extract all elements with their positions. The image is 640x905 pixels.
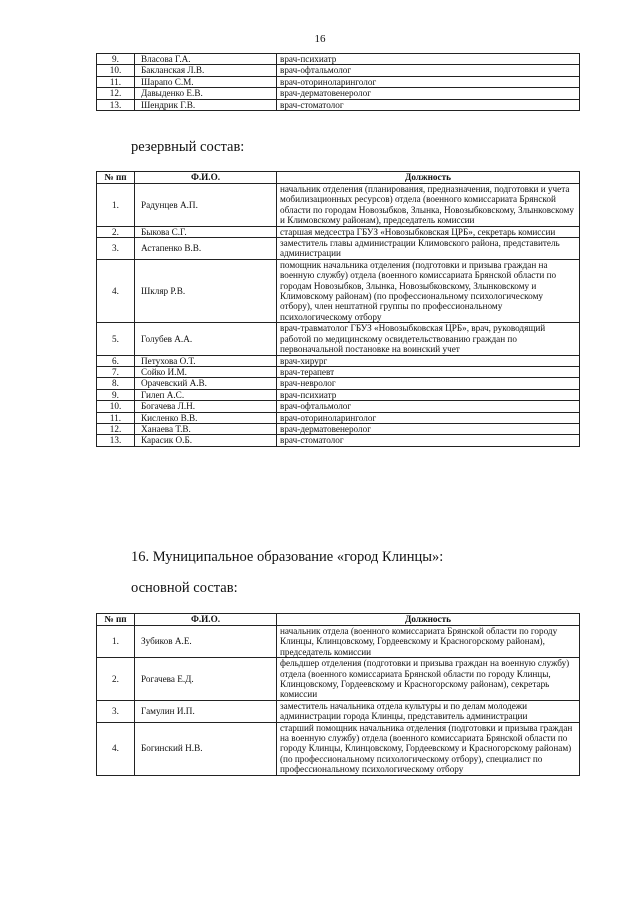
cell-number: 9. [97, 389, 135, 400]
cell-fio: Быкова С.Г. [135, 226, 277, 237]
cell-position: начальник отделения (планирования, предназначения, подготовки и учета мобилизационных ресурсов) отдела (военного комиссариата Брянской области по городам Новозыбков, Злынка, Новозыбковскому, Злынковскому и Климовскому районам), председатель комиссии [277, 184, 580, 227]
col-header-position: Должность [277, 614, 580, 626]
table-row [97, 658, 580, 701]
table-row [97, 401, 580, 412]
table-row [97, 184, 580, 227]
cell-fio: Гамулин И.П. [135, 700, 277, 722]
table-row [97, 700, 580, 722]
cell-fio: Ханаева Т.В. [135, 423, 277, 434]
cell-fio: Шкляр Р.В. [135, 259, 277, 322]
cell-position: фельдшер отделения (подготовки и призыва граждан на военную службу) отдела (военного комиссариата Брянской области по городу Клинцы, Клинцовскому, Гордеевскому и Красногорскому районам), секретарь комиссии [277, 658, 580, 701]
reserve-table [96, 171, 580, 447]
col-header-fio: Ф.И.О. [135, 172, 277, 184]
table-row [97, 626, 580, 658]
cell-position: врач-дерматовенеролог [277, 423, 580, 434]
cell-fio: Карасик О.Б. [135, 435, 277, 446]
cell-number: 12. [97, 88, 135, 99]
table-row [97, 65, 580, 76]
cell-position: врач-дерматовенеролог [277, 88, 580, 99]
cell-fio: Шендрик Г.В. [135, 99, 277, 110]
cell-fio: Богинский Н.В. [135, 722, 277, 775]
cell-number: 2. [97, 658, 135, 701]
cell-fio: Радунцев А.П. [135, 184, 277, 227]
main-heading: основной состав: [131, 580, 238, 596]
cell-number: 12. [97, 423, 135, 434]
cell-number: 11. [97, 412, 135, 423]
table-row [97, 435, 580, 446]
table-row [97, 378, 580, 389]
table-row [97, 88, 580, 99]
table-row [97, 389, 580, 400]
main-table [96, 613, 580, 776]
table-row [97, 355, 580, 366]
cell-position: старшая медсестра ГБУЗ «Новозыбковская ЦРБ», секретарь комиссии [277, 226, 580, 237]
cell-position: врач-хирург [277, 355, 580, 366]
cell-fio: Гилеп А.С. [135, 389, 277, 400]
cell-fio: Бакланская Л.В. [135, 65, 277, 76]
cell-position: врач-стоматолог [277, 99, 580, 110]
table-row [97, 259, 580, 322]
cell-fio: Зубиков А.Е. [135, 626, 277, 658]
cell-fio: Сойко И.М. [135, 366, 277, 377]
cell-number: 2. [97, 226, 135, 237]
cell-number: 4. [97, 722, 135, 775]
cell-position: врач-стоматолог [277, 435, 580, 446]
cell-position: заместитель начальника отдела культуры и по делам молодежи администрации города Клинцы, представитель администрации [277, 700, 580, 722]
cell-number: 3. [97, 238, 135, 260]
cell-number: 7. [97, 366, 135, 377]
cell-position: врач-терапевт [277, 366, 580, 377]
cell-number: 6. [97, 355, 135, 366]
cell-position: врач-оториноларинголог [277, 412, 580, 423]
cell-fio: Кисленко В.В. [135, 412, 277, 423]
cell-number: 11. [97, 76, 135, 87]
cell-position: начальник отдела (военного комиссариата Брянской области по городу Клинцы, Клинцовскому, Гордеевскому и Красногорскому районам), председатель комиссии [277, 626, 580, 658]
cell-number: 10. [97, 401, 135, 412]
cell-number: 1. [97, 184, 135, 227]
cell-fio: Шарапо С.М. [135, 76, 277, 87]
table-row [97, 423, 580, 434]
cell-fio: Рогачева Е.Д. [135, 658, 277, 701]
members-table-continued [96, 53, 580, 111]
cell-position: старший помощник начальника отделения (подготовки и призыва граждан на военную службу) отдела (военного комиссариата Брянской области по городу Клинцы, Клинцовскому, Гордеевскому и Красногорскому районам) (по профессиональному психологическому отбору), специалист по профессиональному психологическому отбору [277, 722, 580, 775]
table-row [97, 76, 580, 87]
col-header-position: Должность [277, 172, 580, 184]
table-row [97, 226, 580, 237]
cell-fio: Петухова О.Т. [135, 355, 277, 366]
cell-fio: Голубев А.А. [135, 323, 277, 355]
cell-number: 10. [97, 65, 135, 76]
cell-number: 13. [97, 435, 135, 446]
cell-position: врач-психиатр [277, 389, 580, 400]
reserve-heading: резервный состав: [131, 139, 245, 155]
cell-position: заместитель главы администрации Климовского района, представитель администрации [277, 238, 580, 260]
table-row [97, 323, 580, 355]
cell-fio: Давыденко Е.В. [135, 88, 277, 99]
cell-position: врач-офтальмолог [277, 65, 580, 76]
cell-number: 1. [97, 626, 135, 658]
cell-fio: Астапенко В.В. [135, 238, 277, 260]
table-row [97, 54, 580, 65]
cell-number: 5. [97, 323, 135, 355]
cell-position: врач-психиатр [277, 54, 580, 65]
col-header-fio: Ф.И.О. [135, 614, 277, 626]
cell-fio: Богачева Л.Н. [135, 401, 277, 412]
col-header-number: № пп [97, 172, 135, 184]
table-row [97, 722, 580, 775]
cell-position: врач-оториноларинголог [277, 76, 580, 87]
table-row [97, 412, 580, 423]
col-header-number: № пп [97, 614, 135, 626]
page-number: 16 [314, 33, 326, 45]
table-row [97, 99, 580, 110]
cell-number: 9. [97, 54, 135, 65]
cell-position: врач-офтальмолог [277, 401, 580, 412]
table-row [97, 366, 580, 377]
cell-number: 3. [97, 700, 135, 722]
cell-number: 8. [97, 378, 135, 389]
section-title: 16. Муниципальное образование «город Клинцы»: [131, 549, 444, 565]
cell-position: помощник начальника отделения (подготовки и призыва граждан на военную службу) отдела (военного комиссариата Брянской области по городам Новозыбков, Злынка, Новозыбковскому, Злынковскому и Климовскому районам) (по профессиональному психологическому отбору), член нештатной группы по профессиональному психологическому отбору [277, 259, 580, 322]
cell-number: 4. [97, 259, 135, 322]
cell-position: врач-травматолог ГБУЗ «Новозыбковская ЦРБ», врач, руководящий работой по медицинскому освидетельствованию граждан по первоначальной постановке на воинский учет [277, 323, 580, 355]
cell-position: врач-невролог [277, 378, 580, 389]
table-row [97, 238, 580, 260]
cell-fio: Власова Г.А. [135, 54, 277, 65]
cell-fio: Орачевский А.В. [135, 378, 277, 389]
cell-number: 13. [97, 99, 135, 110]
